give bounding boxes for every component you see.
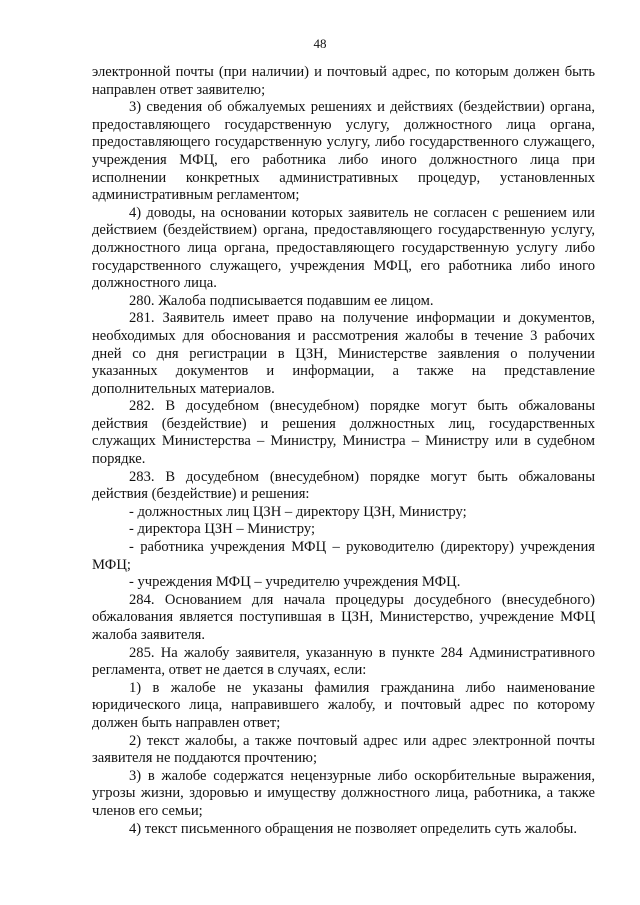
paragraph: 4) текст письменного обращения не позволяет определить суть жалобы. [129,820,578,837]
paragraph: 283. В досудебном (внесудебном) порядке могут быть обжалованы действия (бездействие) и решения: [92,468,595,503]
list-item: - должностных лиц ЦЗН – директору ЦЗН, Министру; [129,503,467,520]
paragraph: 1) в жалобе не указаны фамилия гражданина либо наименование юридического лица, направившего жалобу, и почтовый адрес по которому должен быть направлен ответ; [92,679,595,731]
paragraph: 281. Заявитель имеет право на получение информации и документов, необходимых для обоснования и рассмотрения жалобы в течение 3 рабочих дней со дня регистрации в ЦЗН, Министерстве заявления о получении указанных документов и информации, а также на представление дополнительных материалов. [92,310,595,397]
paragraph: 4) доводы, на основании которых заявитель не согласен с решением или действием (бездействием) органа, предоставляющего государственную услугу, должностного лица органа, предоставляющего государственную услугу либо государственного служащего, учреждения МФЦ, его работника либо иного должностного лица. [92,204,595,292]
paragraph: 3) в жалобе содержатся нецензурные либо оскорбительные выражения, угрозы жизни, здоровью и имуществу должностного лица, работника, а также членов его семьи; [92,767,595,819]
paragraph: 284. Основанием для начала процедуры досудебного (внесудебного) обжалования является поступившая в ЦЗН, Министерство, учреждение МФЦ жалоба заявителя. [92,591,595,643]
paragraph: 280. Жалоба подписывается подавшим ее лицом. [129,292,434,309]
paragraph: 285. На жалобу заявителя, указанную в пункте 284 Административного регламента, ответ не дается в случаях, если: [92,644,595,679]
page-number: 48 [313,36,327,51]
document-body [92,64,595,838]
list-item: - работника учреждения МФЦ – руководителю (директору) учреждения МФЦ; [92,539,595,573]
paragraph: 2) текст жалобы, а также почтовый адрес или адрес электронной почты заявителя не поддаются прочтению; [92,732,595,767]
paragraph: электронной почты (при наличии) и почтовый адрес, по которым должен быть направлен ответ заявителю; [92,64,595,98]
paragraph: 3) сведения об обжалуемых решениях и действиях (бездействии) органа, предоставляющего государственную услугу, должностного лица органа, предоставляющего государственную услугу, либо государственного служащего, учреждения МФЦ, его работника либо иного должностного лица при исполнении конкретных административных процедур, установленных административным регламентом; [92,99,595,204]
list-item: - учреждения МФЦ – учредителю учреждения МФЦ. [129,574,461,591]
list-item: - директора ЦЗН – Министру; [129,521,316,538]
paragraph: 282. В досудебном (внесудебном) порядке могут быть обжалованы действия (бездействие) и решения должностных лиц, государственных служащих Министерства – Министру, Министра – Министру или в судебном порядке. [92,398,595,468]
